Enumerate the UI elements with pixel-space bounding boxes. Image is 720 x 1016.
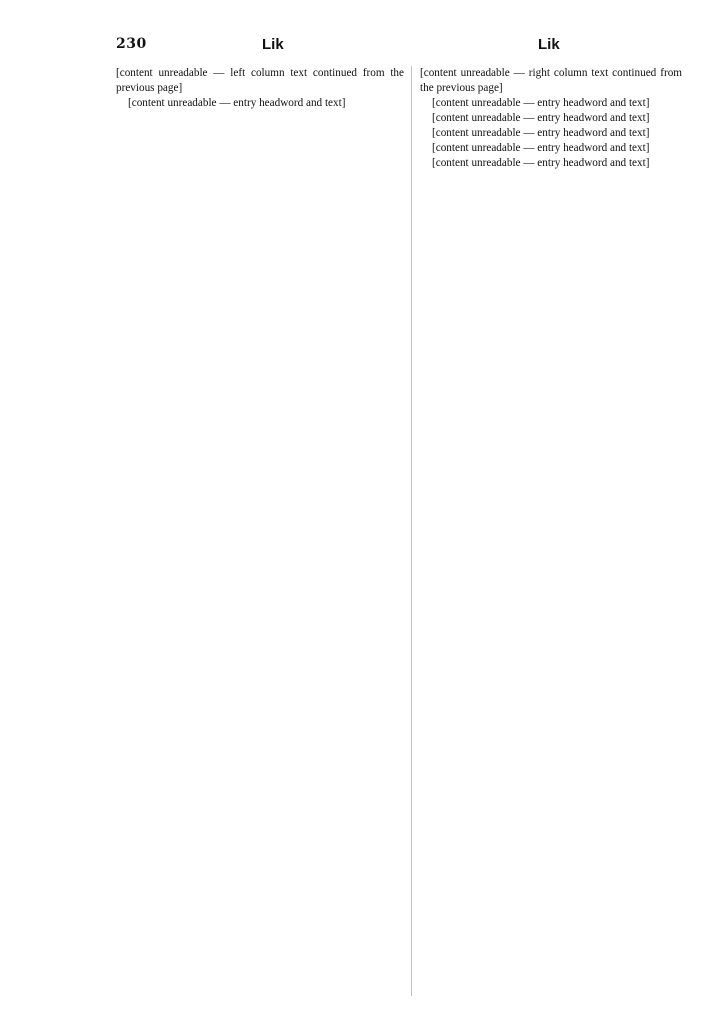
- page-header: [0, 36, 720, 58]
- dictionary-entry: [420, 96, 682, 111]
- dictionary-entry: [420, 141, 682, 156]
- dictionary-entry: [420, 126, 682, 141]
- entry-text: [content unreadable — entry headword and text]: [432, 127, 650, 139]
- right-column: [420, 66, 682, 996]
- dictionary-entry: [420, 111, 682, 126]
- entry-text: [content unreadable — right column text continued from the previous page]: [420, 67, 682, 94]
- dictionary-entry: [116, 96, 404, 111]
- entry-text: [content unreadable — entry headword and text]: [432, 157, 650, 169]
- dictionary-entry: [116, 66, 404, 96]
- entry-text: [content unreadable — entry headword and text]: [432, 97, 650, 109]
- entry-text: [content unreadable — entry headword and text]: [432, 112, 650, 124]
- left-column: [116, 66, 404, 996]
- running-head-left: Lik: [262, 36, 284, 53]
- entry-text: [content unreadable — left column text continued from the previous page]: [116, 67, 404, 94]
- dictionary-entry: [420, 156, 682, 171]
- column-divider: [411, 66, 412, 996]
- entry-text: [content unreadable — entry headword and text]: [432, 142, 650, 154]
- running-head-right: Lik: [538, 36, 560, 53]
- page-number: 230: [116, 36, 147, 52]
- entry-text: [content unreadable — entry headword and text]: [128, 97, 346, 109]
- dictionary-entry: [420, 66, 682, 96]
